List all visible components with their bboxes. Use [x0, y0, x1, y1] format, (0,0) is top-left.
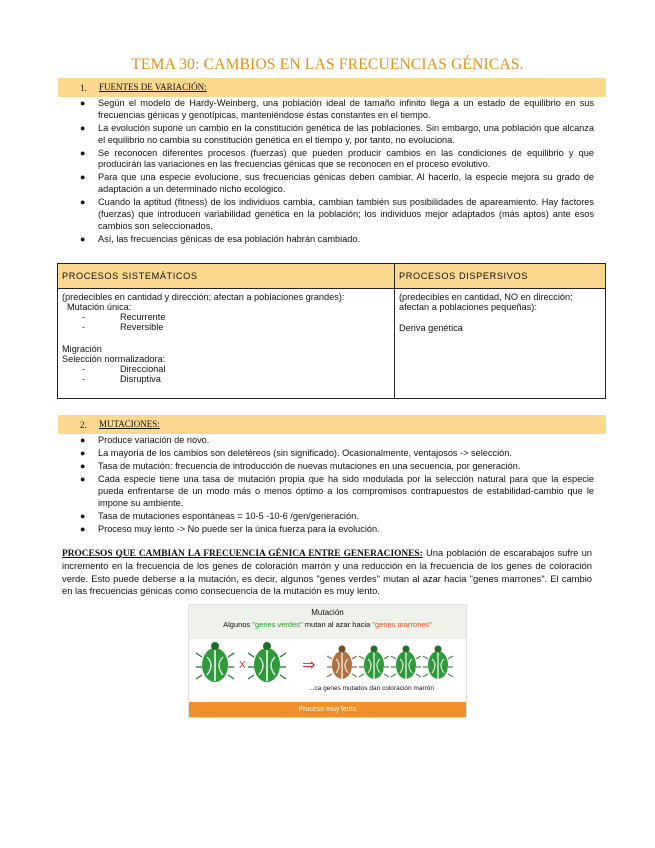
section-number: 1. [80, 83, 87, 93]
bullet-icon: ● [80, 172, 86, 183]
figure-subheading: Algunos "genes verdes" mutan al azar hacia "genes marrones" [223, 620, 432, 629]
list-item: ● Tasa de mutaciones espontáneas = 10-5 -10-6 /gen/generación. [80, 510, 359, 521]
figure-footer-bar: Proceso muy lento [189, 702, 466, 717]
dispersive-cell [395, 289, 606, 399]
brown-beetle-icon [327, 646, 357, 680]
green-beetle-icon [248, 642, 286, 682]
drift-item: Deriva genética [399, 323, 463, 333]
bullet-icon: ● [80, 122, 86, 133]
bullet-icon: ● [80, 523, 86, 534]
bullet-icon: ● [80, 98, 86, 108]
bullet-icon: ● [80, 197, 86, 208]
list-item: - Reversible [82, 322, 164, 332]
list-item: ● La evolución supone un cambio en la constitución genética de las poblaciones. Sin embargo, una población que alcanza el equilibrio no cambia su constitución genética en el tiempo y, por tanto, no evoluciona. [80, 122, 594, 145]
mutations-bullet-list [62, 435, 594, 537]
green-beetle-icon [196, 642, 234, 682]
table-header-dispersive: PROCESOS DISPERSIVOS [395, 264, 606, 289]
list-item: ● La mayoría de los cambios son deletéreos (sin significado). Ocasionalmente, ventajosos -> selección. [80, 447, 512, 458]
list-item: ● Así, las frecuencias génicas de esa población habrán cambiado. [80, 233, 361, 244]
green-beetle-icon [359, 646, 389, 680]
list-item: ● Según el modelo de Hardy-Weinberg, una población ideal de tamaño infinito llega a un estado de equilibrio en sus frecuencias génicas y genotípicas, manteniéndose éstas constantes en el tiempo. [80, 98, 594, 120]
figure-heading: Mutación [311, 608, 344, 617]
page-title: TEMA 30: CAMBIOS EN LAS FRECUENCIAS GÉNICAS. [131, 56, 524, 73]
list-item: ● Proceso muy lento -> No puede ser la única fuerza para la evolución. [80, 523, 380, 534]
list-item: ● Se reconocen diferentes procesos (fuerzas) que pueden producir cambios en las condiciones de equilibrio y que producirán las variaciones en las frecuencias génicas que se reconocen en el proceso evolutivo. [80, 147, 594, 170]
bullet-icon: ● [80, 147, 86, 158]
arrow-icon: ⇒ [302, 655, 316, 674]
section-number: 2. [80, 420, 87, 430]
bullet-icon: ● [80, 510, 86, 521]
paragraph-heading: PROCESOS QUE CAMBIAN LA FRECUENCIA GÉNICA ENTRE GENERACIONES: [62, 549, 423, 559]
green-beetle-icon [391, 646, 421, 680]
bullet-icon: ● [80, 473, 86, 484]
migration-label: Migración [62, 344, 102, 354]
systematic-cell [58, 289, 395, 399]
green-beetle-icon [423, 646, 453, 680]
list-item: ● Para que una especie evolucione, sus frecuencias génicas deben cambiar. Al hacerlo, la especie mejora su grado de adaptación a un determinado nicho ecológico. [80, 172, 594, 195]
systematic-intro: (predecibles en cantidad y dirección; afectan a poblaciones grandes): [62, 292, 345, 302]
section-header-sources [58, 78, 606, 97]
paragraph-body: Una población de escarabajos sufre un incremento en la frecuencia de los genes de coloración marrón y una reducción en la frecuencia de los genes de coloración verde. Esto puede deberse a la mutación, es decir, algunos "genes verdes" mutan al azar hacia "genes marrones". El cambio en las frecuencias génicas como consecuencia de la mutación es muy lento. [62, 547, 592, 596]
list-item: - Direccional [82, 364, 166, 374]
bullet-icon: ● [80, 460, 86, 471]
section-label: MUTACIONES: [99, 419, 160, 429]
list-item: ● Tasa de mutación: frecuencia de introducción de nuevas mutaciones en una secuencia, por generación. [80, 460, 521, 471]
table-header-systematic: PROCESOS SISTEMÁTICOS [58, 264, 395, 289]
processes-paragraph [62, 547, 592, 597]
processes-table [57, 263, 606, 399]
mutation-label: Mutación única: [67, 302, 132, 312]
beetles-illustration [189, 639, 466, 687]
figure-caption: ...ca genes mutados dan coloración marrón [309, 685, 435, 692]
list-item: ● Cada especie tiene una tasa de mutación propia que ha sido modulada por la selección natural para que la especie pueda enfrentarse de un modo más o menos óptimo a los compromisos contrapuestos de estabilidad-cambio que le impone su ambiente. [80, 473, 594, 508]
mutation-figure [188, 604, 467, 718]
cross-mark: X [239, 660, 246, 671]
bullet-icon: ● [80, 435, 86, 445]
list-item: ● Produce variación de novo. [80, 435, 210, 445]
dispersive-intro: (predecibles en cantidad, NO en dirección; afectan a poblaciones pequeñas): [399, 292, 573, 312]
list-item: - Recurrente [82, 312, 166, 322]
section-label: FUENTES DE VARIACIÓN: [99, 82, 207, 92]
section-header-mutations [58, 415, 606, 434]
bullet-icon: ● [80, 447, 86, 458]
list-item: ● Cuando la aptitud (fitness) de los individuos cambia, cambian también sus posibilidades de apareamiento. Hay factores (fuerzas) que introducen variabilidad genética en la población; los individuos mejor adaptados (más aptos) ante esos cambios son seleccionados. [80, 197, 594, 231]
selection-label: Selección normalizadora: [62, 354, 166, 364]
list-item: - Disruptiva [82, 374, 161, 384]
sources-bullet-list [62, 98, 594, 247]
bullet-icon: ● [80, 233, 86, 244]
